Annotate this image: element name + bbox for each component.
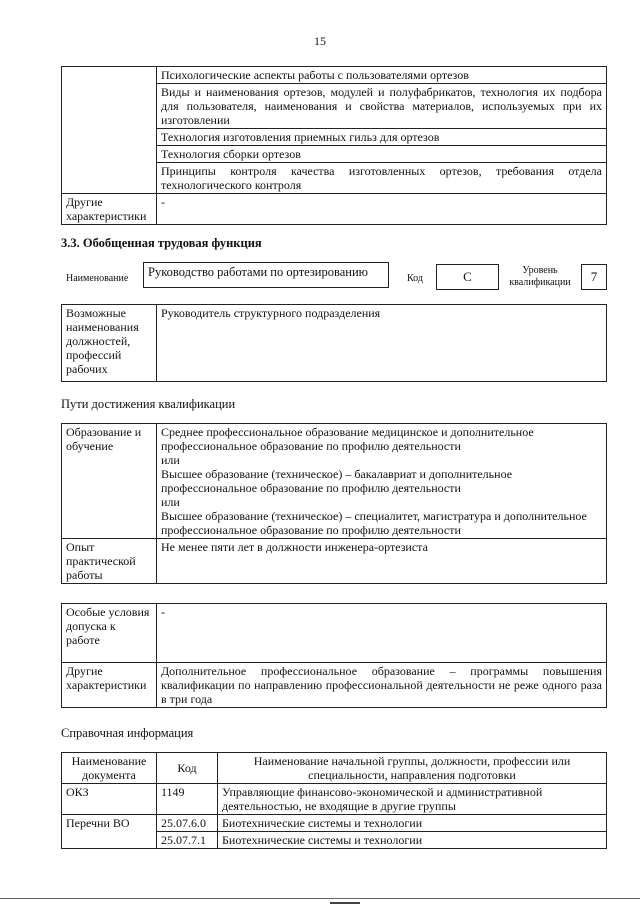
positions-table bbox=[61, 304, 607, 382]
level-label: Уровень квалификации bbox=[509, 265, 571, 288]
conditions-table bbox=[61, 603, 607, 708]
vo-code: 25.07.7.1 bbox=[157, 832, 218, 849]
table-row bbox=[62, 753, 607, 784]
education-label: Образование и обучение bbox=[62, 424, 157, 539]
page-bottom-mark bbox=[330, 902, 360, 904]
okz-code: 1149 bbox=[157, 784, 218, 815]
experience-label: Опыт практической работы bbox=[62, 539, 157, 584]
table-cell: Технология изготовления приемных гильз для ортезов bbox=[157, 129, 607, 146]
table-row bbox=[62, 815, 607, 832]
vo-name: Биотехнические системы и технологии bbox=[218, 832, 607, 849]
other-characteristics-value: - bbox=[157, 194, 607, 225]
positions-label: Возможные наименования должностей, профессий рабочих bbox=[62, 305, 157, 382]
education-line: Высшее образование (техническое) – бакалавриат и дополнительное профессиональное образование по профилю деятельности bbox=[161, 467, 513, 495]
header-name: Наименование начальной группы, должности, профессии или специальности, направления подготовки bbox=[218, 753, 607, 784]
table-cell: Виды и наименования ортезов, модулей и полуфабрикатов, технология их подбора для пользователя, наименования и свойства материалов, используемых при их изготовлении bbox=[157, 84, 607, 129]
qualification-table bbox=[61, 423, 607, 584]
education-value bbox=[157, 424, 607, 539]
special-conditions-label: Особые условия допуска к работе bbox=[62, 604, 157, 663]
reference-title: Справочная информация bbox=[61, 726, 194, 740]
table-cell: Технология сборки ортезов bbox=[157, 146, 607, 163]
paths-title: Пути достижения квалификации bbox=[61, 397, 236, 411]
table-row bbox=[62, 784, 607, 815]
vo-name: Биотехнические системы и технологии bbox=[218, 815, 607, 832]
okz-document: ОКЗ bbox=[62, 784, 157, 815]
header-code: Код bbox=[157, 753, 218, 784]
code-value: C bbox=[436, 264, 499, 290]
name-label: Наименование bbox=[66, 273, 129, 284]
reference-table bbox=[61, 752, 607, 849]
level-value: 7 bbox=[581, 264, 607, 290]
education-line: Среднее профессиональное образование медицинское и дополнительное профессиональное образование по профилю деятельности bbox=[161, 425, 534, 453]
vo-document: Перечни ВО bbox=[62, 815, 157, 849]
table-row bbox=[62, 194, 607, 225]
education-line: или bbox=[161, 453, 180, 467]
positions-value: Руководитель структурного подразделения bbox=[157, 305, 607, 382]
education-line: Высшее образование (техническое) – специалитет, магистратура и дополнительное профессиональное образование по профилю деятельности bbox=[161, 509, 587, 537]
other-characteristics-value: Дополнительное профессиональное образование – программы повышения квалификации по направлению профессиональной деятельности не реже одного раза в три года bbox=[157, 663, 607, 708]
header-document: Наименование документа bbox=[62, 753, 157, 784]
table-row bbox=[62, 67, 607, 84]
education-line: или bbox=[161, 495, 180, 509]
table-row bbox=[62, 539, 607, 584]
table-cell: Принципы контроля качества изготовленных ортезов, требования отдела технологического контроля bbox=[157, 163, 607, 194]
table-cell: Психологические аспекты работы с пользователями ортезов bbox=[157, 67, 607, 84]
table-row bbox=[62, 663, 607, 708]
table-row bbox=[62, 305, 607, 382]
page-bottom-divider bbox=[0, 898, 640, 899]
other-characteristics-label: Другие характеристики bbox=[62, 663, 157, 708]
okz-name: Управляющие финансово-экономической и административной деятельностью, не входящие в другие группы bbox=[218, 784, 607, 815]
code-label: Код bbox=[407, 273, 423, 284]
table-row bbox=[62, 604, 607, 663]
section-heading: 3.3. Обобщенная трудовая функция bbox=[61, 236, 262, 250]
experience-value: Не менее пяти лет в должности инженера-ортезиста bbox=[157, 539, 607, 584]
table-row bbox=[62, 424, 607, 539]
page-number: 15 bbox=[314, 34, 326, 48]
name-value: Руководство работами по ортезированию bbox=[143, 262, 389, 288]
vo-code: 25.07.6.0 bbox=[157, 815, 218, 832]
special-conditions-value: - bbox=[157, 604, 607, 663]
other-characteristics-label: Другие характеристики bbox=[62, 194, 157, 225]
empty-cell bbox=[62, 67, 157, 194]
knowledge-table bbox=[61, 66, 607, 225]
